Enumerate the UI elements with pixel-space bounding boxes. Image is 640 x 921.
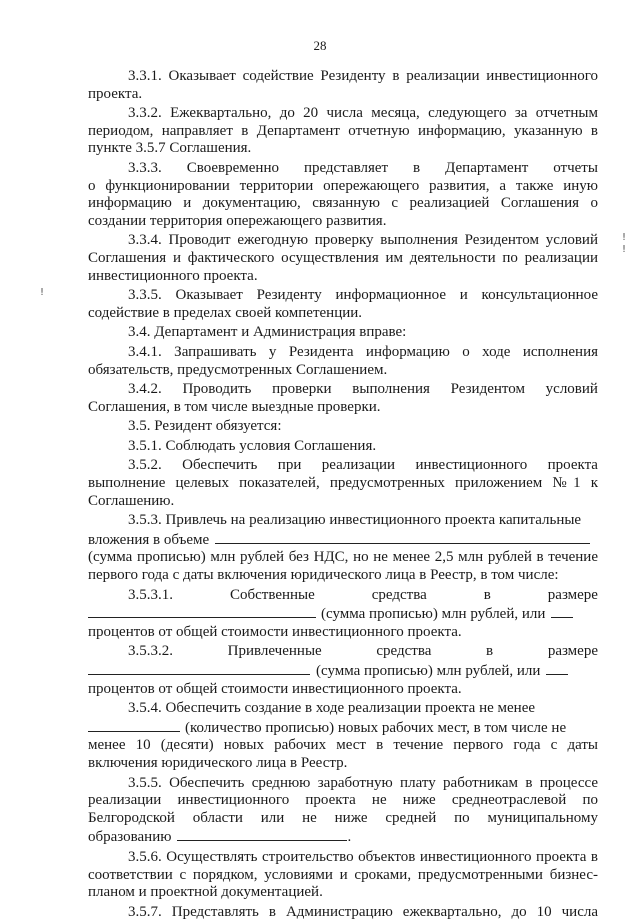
paragraph-3-5-2-first-line: 3.5.2. Обеспечить при реализации инвестиционного проекта <box>128 457 598 474</box>
paragraph-3-5-5-text: 3.5.5. Обеспечить среднюю заработную плату работникам в процессе реализации инвестиционного проекта не ниже среднеотраслевой по Белгородской области или не ниже средней по муниципальному <box>88 774 598 826</box>
paragraph-3-5-6: 3.5.6. Осуществлять строительство объектов инвестиционного проекта в соответствии с порядком, условиями и сроками, предусмотренными бизнес-планом и проектной документацией. <box>88 848 598 901</box>
fill-in-blank <box>546 661 568 675</box>
paragraph-3-5-4-line-2: (количество прописью) новых рабочих мест, в том числе не <box>88 718 598 738</box>
paragraph-3-5-5 <box>88 775 598 847</box>
paragraph-3-5-3-line-1: 3.5.3. Привлечь на реализацию инвестиционного проекта капитальные <box>128 512 582 529</box>
paragraph-3-3-2: 3.3.2. Ежеквартально, до 20 числа месяца, следующего за отчетным периодом, направляет в Департамент отчетную информацию, указанную в пункте 3.5.7 Соглашения. <box>88 105 598 157</box>
fill-in-blank <box>88 661 310 675</box>
paragraph-3-3-4: 3.3.4. Проводит ежегодную проверку выполнения Резидентом условий Соглашения и фактического осуществления им деятельности по реализации инвестиционного проекта. <box>88 232 598 284</box>
paragraph-3-5-3-2-line-2: (сумма прописью) млн рублей, или <box>88 661 598 681</box>
paragraph-3-4-2-rest: Соглашения, в том числе выездные проверки. <box>88 398 381 415</box>
paragraph-3-5-3-2 <box>88 643 598 698</box>
paragraph-3-5: 3.5. Резидент обязуется: <box>128 418 282 435</box>
paragraph-3-5-4-line-1: 3.5.4. Обеспечить создание в ходе реализации проекта не менее <box>128 700 536 717</box>
paragraph-3-5-3-1-first-line: 3.5.3.1. Собственные средства в размере <box>128 586 598 603</box>
paragraph-3-3-1: 3.3.1. Оказывает содействие Резиденту в реализации инвестиционного проекта. <box>88 68 598 102</box>
paragraph-3-4-2 <box>88 381 598 416</box>
scan-artifact-mark: ! <box>40 287 45 298</box>
paragraph-3-4: 3.4. Департамент и Администрация вправе: <box>128 324 407 341</box>
fill-in-blank <box>177 827 347 841</box>
paragraph-3-3-5: 3.3.5. Оказывает Резиденту информационное и консультационное содействие в пределах своей компетенции. <box>88 287 598 321</box>
document-body <box>88 68 598 921</box>
paragraph-3-5-5-last-line: образованию . <box>88 829 352 846</box>
paragraph-3-5-2 <box>88 457 598 510</box>
scan-artifact-mark: ! <box>622 232 627 243</box>
paragraph-3-5-1: 3.5.1. Соблюдать условия Соглашения. <box>128 437 377 454</box>
paragraph-3-5-3-rest: (сумма прописью) млн рублей без НДС, но не менее 2,5 млн рублей в течение первого года с даты включения юридического лица в Реестр, в том числе: <box>88 549 598 584</box>
fill-in-blank <box>88 718 180 732</box>
paragraph-3-5-3 <box>88 512 598 584</box>
paragraph-3-5-7: 3.5.7. Представлять в Администрацию ежеквартально, до 10 числа <box>128 903 598 920</box>
paragraph-3-5-4-rest: менее 10 (десяти) новых рабочих мест в течение первого года с даты включения юридического лица в Реестр. <box>88 737 598 771</box>
page-number: 28 <box>313 38 327 53</box>
paragraph-3-3-3 <box>88 160 598 230</box>
fill-in-blank <box>551 604 573 618</box>
paragraph-3-5-2-rest: выполнение целевых показателей, предусмотренных приложением №1 к Соглашению. <box>88 475 598 509</box>
paragraph-3-3-3-rest: о функционировании территории опережающего развития, а также иную информацию и документацию, связанную с реализацией Соглашения о создании территория опережающего развития. <box>88 177 598 229</box>
scan-artifact-mark: ! <box>622 244 627 255</box>
paragraph-3-5-3-line-2: вложения в объеме <box>88 530 598 550</box>
paragraph-3-5-3-2-first-line: 3.5.3.2. Привлеченные средства в размере <box>128 643 598 660</box>
paragraph-3-4-2-first-line: 3.4.2. Проводить проверки выполнения Резидентом условий <box>128 381 598 398</box>
paragraph-3-5-3-1-line-2: (сумма прописью) млн рублей, или <box>88 604 598 624</box>
paragraph-3-5-3-1-rest: процентов от общей стоимости инвестиционного проекта. <box>88 623 462 640</box>
paragraph-3-5-3-2-rest: процентов от общей стоимости инвестиционного проекта. <box>88 680 462 697</box>
paragraph-3-5-4 <box>88 700 598 772</box>
paragraph-3-3-3-first-line: 3.3.3. Своевременно представляет в Департамент отчеты <box>128 159 598 176</box>
fill-in-blank <box>88 604 316 618</box>
paragraph-3-4-1: 3.4.1. Запрашивать у Резидента информацию о ходе исполнения обязательств, предусмотренных Соглашением. <box>88 343 598 378</box>
fill-in-blank <box>215 530 590 544</box>
paragraph-3-5-3-1 <box>88 587 598 642</box>
